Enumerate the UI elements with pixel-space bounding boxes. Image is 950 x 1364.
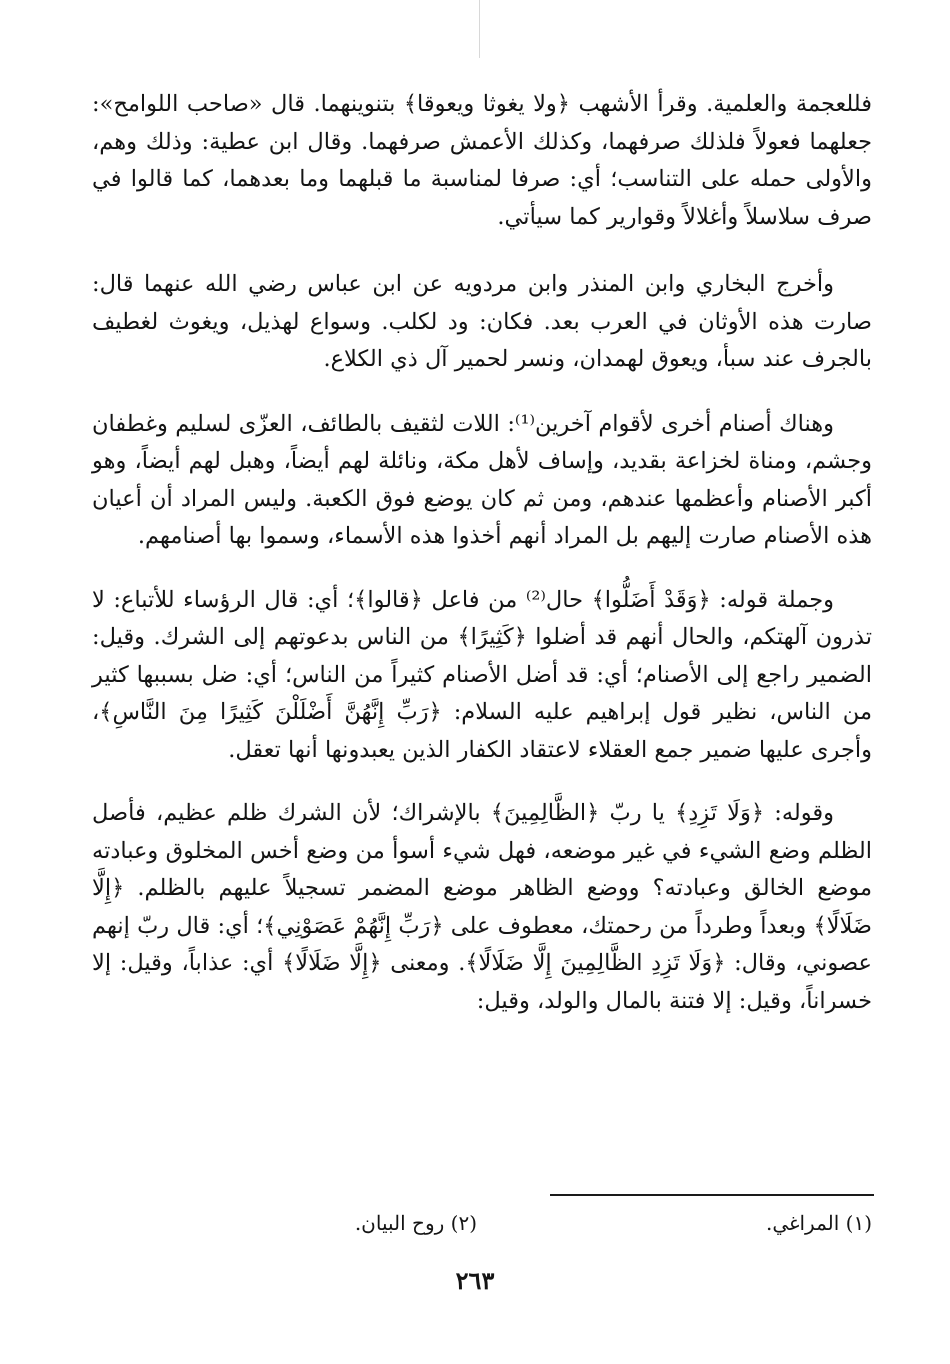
footnotes bbox=[92, 1208, 872, 1238]
paragraph-5: وقوله: ﴿وَلَا تَزِدِ﴾ يا ربّ ﴿الظَّالِمِينَ﴾ بالإشراك؛ لأن الشرك ظلم عظيم، فأصل الظلم وضع الشيء في غير موضعه، فهل شيء أسوأ من وضع أخس المخلوق وعبادته موضع الخالق وعبادته؟ ووضع الظاهر موضع المضمر تسجيلاً عليهم بالظلم. ﴿إِلَّا ضَلَالًا﴾ وبعداً وطرداً من رحمتك، معطوف على ﴿رَبِّ إِنَّهُمْ عَصَوْنِي﴾؛ أي: قال ربّ إنهم عصوني، وقال: ﴿وَلَا تَزِدِ الظَّالِمِينَ إِلَّا ضَلَالًا﴾. ومعنى ﴿إِلَّا ضَلَالًا﴾ أي: عذاباً، وقيل: إلا خسراناً، وقيل: إلا فتنة بالمال والولد، وقيل: bbox=[92, 800, 872, 1014]
binding-mark bbox=[479, 0, 480, 58]
paragraph-2: وأخرج البخاري وابن المنذر وابن مردويه عن ابن عباس رضي الله عنهما قال: صارت هذه الأوثان في العرب بعد. فكان: ود لكلب. وسواع لهذيل، ويغوث لغطيف بالجرف عند سبأ، ويعوق لهمدان، ونسر لحمير آل ذي الكلاع. bbox=[92, 271, 872, 372]
paragraph-4: وجملة قوله: ﴿وَقَدْ أَضَلُّوا﴾ حال⁽²⁾ من فاعل ﴿قالوا﴾؛ أي: قال الرؤساء للأتباع: لا تذرون آلهتكم، والحال أنهم قد أضلوا ﴿كَثِيرًا﴾ من الناس بدعوتهم إلى الشرك. وقيل: الضمير راجع إلى الأصنام؛ أي: قد أضل الأصنام كثيراً من الناس؛ أي: ضل بسببها كثير من الناس، نظير قول إبراهيم عليه السلام: ﴿رَبِّ إِنَّهُنَّ أَضْلَلْنَ كَثِيرًا مِنَ النَّاسِ﴾، وأجرى عليها ضمير جمع العقلاء لاعتقاد الكفار الذين يعبدونها أنها تعقل. bbox=[92, 586, 872, 763]
footnote-1: (١) المراغي. bbox=[765, 1211, 872, 1235]
footnote-divider bbox=[550, 1194, 874, 1196]
paragraph-3: وهناك أصنام أخرى لأقوام آخرين⁽¹⁾: اللات لثقيف بالطائف، العزّى لسليم وغطفان وجشم، ومناة لخزاعة بقديد، وإساف لأهل مكة، ونائلة لهم أيضاً، وهبل لهم أيضاً، وهو أكبر الأصنام وأعظمها عندهم، ومن ثم كان يوضع فوق الكعبة. وليس المراد أن أعيان هذه الأصنام صارت إليهم بل المراد أنهم أخذوا هذه الأسماء، وسموا بها أصنامهم. bbox=[92, 410, 872, 549]
paragraph-1: فللعجمة والعلمية. وقرأ الأشهب ﴿ولا يغوثا ويعوقا﴾ بتنوينهما. قال «صاحب اللوامح»: جعلهما فعولاً فلذلك صرفهما، وكذلك الأعمش صرفهما. وقال ابن عطية: وذلك وهم، والأولى حمله على التناسب؛ أي: صرفا لمناسبة ما قبلهما وما بعدهما، كما قالوا في صرف سلاسلاً وأغلالاً وقوارير كما سيأتي. bbox=[92, 91, 872, 230]
footnote-2: (٢) روح البيان. bbox=[354, 1211, 477, 1235]
page-number: ٢٦٣ bbox=[455, 1266, 495, 1295]
page-body bbox=[92, 86, 872, 1038]
